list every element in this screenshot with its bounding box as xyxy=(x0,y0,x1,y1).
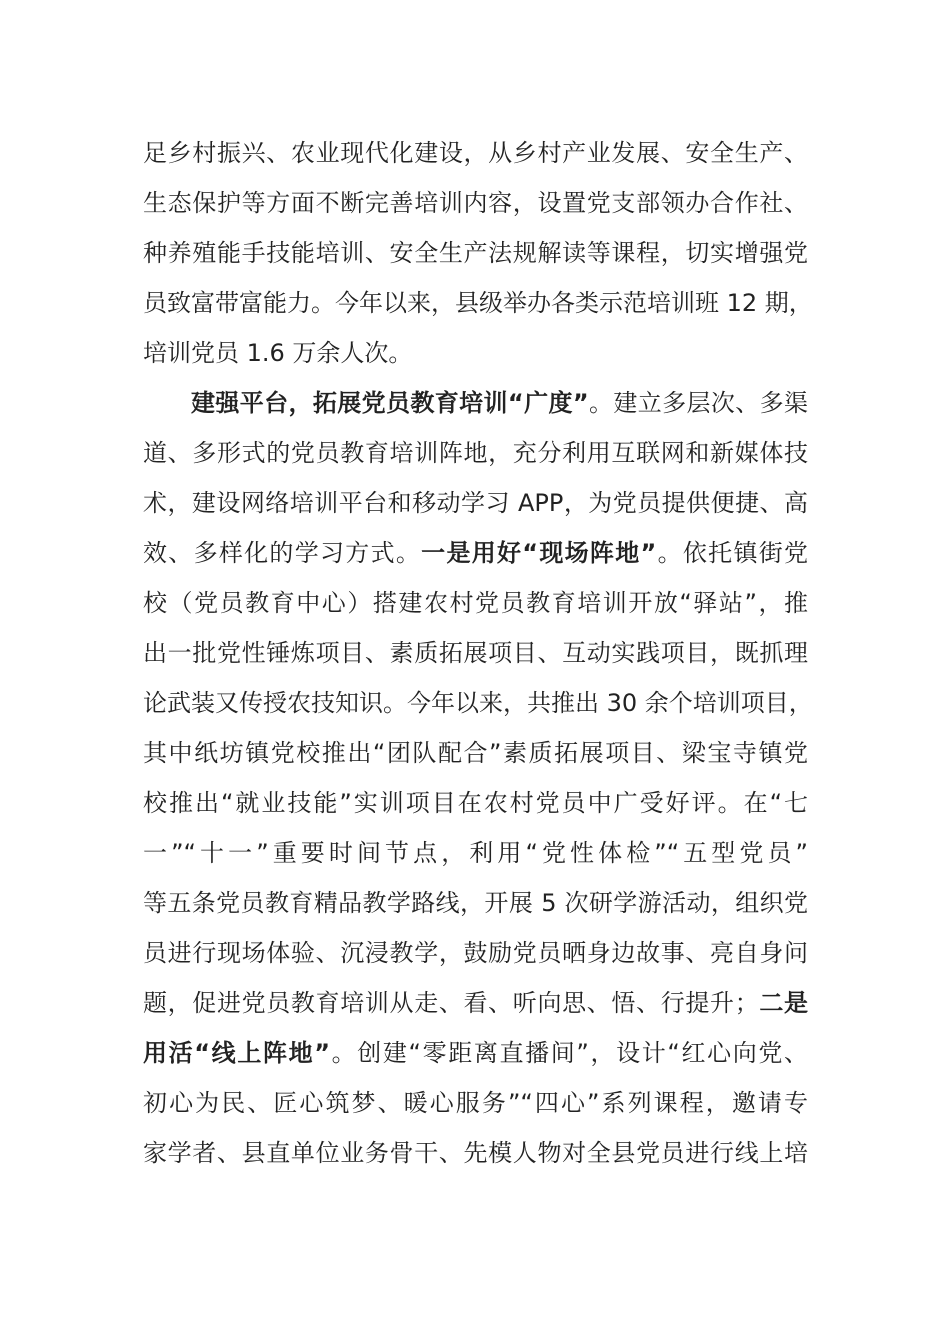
text-line xyxy=(143,528,808,578)
text-span: 题，促进党员教育培训从走、看、听向思、悟、行提升； xyxy=(143,989,759,1017)
text-line: 一”“十一”重要时间节点，利用“党性体检”“五型党员” xyxy=(143,839,808,867)
text-line: 家学者、县直单位业务骨干、先模人物对全县党员进行线上培 xyxy=(143,1139,808,1167)
text-line: 员致富带富能力。今年以来，县级举办各类示范培训班 12 期， xyxy=(143,289,813,317)
text-line: 校（党员教育中心）搭建农村党员教育培训开放“驿站”，推 xyxy=(143,589,808,617)
text-line: 初心为民、匠心筑梦、暖心服务”“四心”系列课程，邀请专 xyxy=(143,1089,808,1117)
text-line: 足乡村振兴、农业现代化建设，从乡村产业发展、安全生产、 xyxy=(143,139,808,167)
text-line: 校推出“就业技能”实训项目在农村党员中广受好评。在“七 xyxy=(143,789,808,817)
text-line: 生态保护等方面不断完善培训内容，设置党支部领办合作社、 xyxy=(143,189,808,217)
text-line: 出一批党性锤炼项目、素质拓展项目、互动实践项目，既抓理 xyxy=(143,639,808,667)
text-line xyxy=(143,978,808,1028)
text-line: 道、多形式的党员教育培训阵地，充分利用互联网和新媒体技 xyxy=(143,439,808,467)
text-line xyxy=(143,378,808,428)
text-line: 其中纸坊镇党校推出“团队配合”素质拓展项目、梁宝寺镇党 xyxy=(143,739,808,767)
text-span: 。创建“零距离直播间”，设计“红心向党、 xyxy=(330,1039,808,1067)
subheading: 二是 xyxy=(758,989,809,1017)
subheading: 一是用好“现场阵地” xyxy=(421,539,657,567)
text-span: 。依托镇街党 xyxy=(656,539,809,567)
text-line: 员进行现场体验、沉浸教学，鼓励党员晒身边故事、亮自身问 xyxy=(143,939,808,967)
text-line: 等五条党员教育精品教学路线，开展 5 次研学游活动，组织党 xyxy=(143,889,808,917)
text-span: 。建立多层次、多渠 xyxy=(588,389,809,417)
section-heading: 建强平台，拓展党员教育培训“广度” xyxy=(191,389,589,417)
document-body xyxy=(143,128,813,1178)
text-line xyxy=(143,1028,808,1078)
text-line: 培训党员 1.6 万余人次。 xyxy=(143,339,413,367)
subheading: 用活“线上阵地” xyxy=(143,1039,330,1067)
text-span: 效、多样化的学习方式。 xyxy=(143,539,422,567)
text-line: 术，建设网络培训平台和移动学习 APP，为党员提供便捷、高 xyxy=(143,489,808,517)
text-line: 种养殖能手技能培训、安全生产法规解读等课程，切实增强党 xyxy=(143,239,808,267)
text-line: 论武装又传授农技知识。今年以来，共推出 30 余个培训项目， xyxy=(143,689,813,717)
